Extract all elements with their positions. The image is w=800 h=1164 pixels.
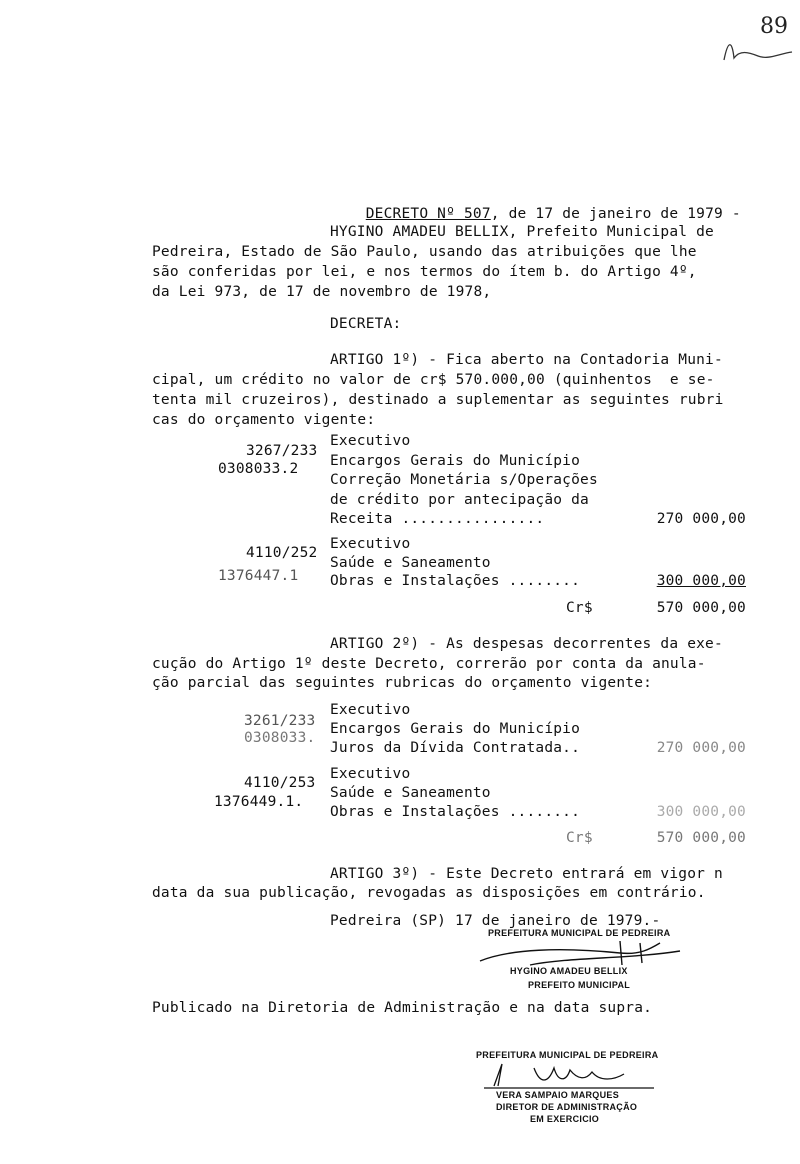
item-code: 1376449.1. xyxy=(214,794,304,810)
item-line: Correção Monetária s/Operações xyxy=(330,472,598,488)
item-code: 4110/252 xyxy=(246,545,318,561)
item-code: 0308033.2 xyxy=(218,461,299,477)
item-amount: 300 000,00 xyxy=(656,573,746,589)
item-line: de crédito por antecipação da xyxy=(330,492,589,508)
item-code: 0308033. xyxy=(244,730,316,746)
item-line: Obras e Instalações ........ xyxy=(330,573,581,589)
preamble-line: HYGINO AMADEU BELLIX, Prefeito Municipal de xyxy=(330,224,714,240)
item-line: Saúde e Saneamento xyxy=(330,555,491,571)
item-line: Encargos Gerais do Município xyxy=(330,453,581,469)
stamp-header: PREFEITURA MUNICIPAL DE PEDREIRA xyxy=(488,928,671,938)
decreta-heading: DECRETA: xyxy=(330,316,402,332)
item-code: 3267/233 xyxy=(246,443,318,459)
item-line: Obras e Instalações ........ xyxy=(330,804,581,820)
article-2-line: cução do Artigo 1º deste Decreto, correrão por conta da anula- xyxy=(152,656,706,672)
stamp-role: PREFEITO MUNICIPAL xyxy=(528,980,631,990)
article-2-line: ARTIGO 2º) - As despesas decorrentes da exe- xyxy=(330,636,723,652)
stamp-name: HYGINO AMADEU BELLIX xyxy=(510,966,628,976)
total-amount: 570 000,00 xyxy=(656,830,746,846)
director-signature xyxy=(474,1058,674,1092)
article-1-line: tenta mil cruzeiros), destinado a suplementar as seguintes rubri xyxy=(152,392,724,408)
stamp-name: VERA SAMPAIO MARQUES xyxy=(496,1090,620,1100)
published-line: Publicado na Diretoria de Administração e na data supra. xyxy=(152,1000,653,1016)
item-amount: 270 000,00 xyxy=(656,511,746,527)
stamp-header: PREFEITURA MUNICIPAL DE PEDREIRA xyxy=(476,1050,659,1060)
item-line: Receita ................ xyxy=(330,511,545,527)
preamble-line: são conferidas por lei, e nos termos do ítem b. do Artigo 4º, xyxy=(152,264,697,280)
item-code: 1376447.1 xyxy=(218,568,299,584)
article-3-line: ARTIGO 3º) - Este Decreto entrará em vigor n xyxy=(330,866,723,882)
stamp-role: DIRETOR DE ADMINISTRAÇÃO xyxy=(496,1102,638,1112)
total-label: Cr$ xyxy=(566,830,593,846)
preamble-line: Pedreira, Estado de São Paulo, usando das atribuições que lhe xyxy=(152,244,697,260)
article-1-line: ARTIGO 1º) - Fica aberto na Contadoria Muni- xyxy=(330,352,723,368)
item-line: Juros da Dívida Contratada.. xyxy=(330,740,581,756)
item-line: Saúde e Saneamento xyxy=(330,785,491,801)
article-2-line: ção parcial das seguintes rubricas do orçamento vigente: xyxy=(152,675,653,691)
total-amount: 570 000,00 xyxy=(656,600,746,616)
item-line: Executivo xyxy=(330,433,411,449)
decree-number: DECRETO Nº 507 xyxy=(365,206,491,222)
item-line: Executivo xyxy=(330,702,411,718)
stamp-role: EM EXERCICIO xyxy=(530,1114,600,1124)
page-number-flourish xyxy=(718,30,798,70)
item-line: Executivo xyxy=(330,766,411,782)
item-amount: 270 000,00 xyxy=(656,740,746,756)
page-number: 89 xyxy=(760,14,788,39)
article-1-line: cas do orçamento vigente: xyxy=(152,412,376,428)
decree-date: , de 17 de janeiro de 1979 - xyxy=(490,206,741,222)
place-date: Pedreira (SP) 17 de janeiro de 1979.- xyxy=(330,913,661,929)
preamble-line: da Lei 973, de 17 de novembro de 1978, xyxy=(152,284,492,300)
total-label: Cr$ xyxy=(566,600,593,616)
item-line: Encargos Gerais do Município xyxy=(330,721,581,737)
item-code: 4110/253 xyxy=(244,775,316,791)
item-amount: 300 000,00 xyxy=(656,804,746,820)
item-code: 3261/233 xyxy=(244,713,316,729)
article-1-line: cipal, um crédito no valor de cr$ 570.000,00 (quinhentos e se- xyxy=(152,372,715,388)
article-3-line: data da sua publicação, revogadas as disposições em contrário. xyxy=(152,885,706,901)
item-line: Executivo xyxy=(330,536,411,552)
